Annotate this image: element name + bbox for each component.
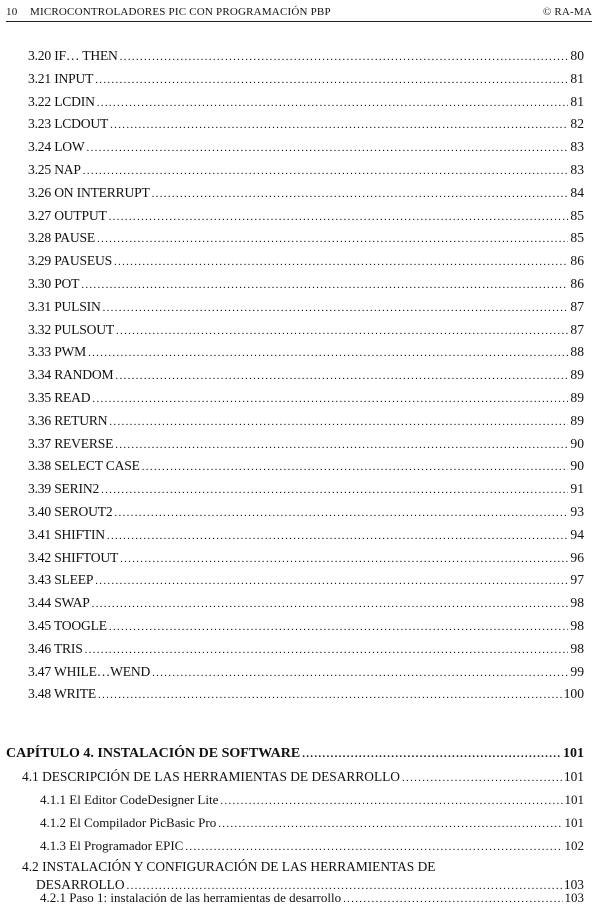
toc-entry-label: 3.47 WHILE…WEND	[28, 663, 151, 679]
toc-section-4-1[interactable]	[22, 769, 584, 785]
leader-dots	[103, 302, 569, 314]
leader-dots	[85, 644, 569, 656]
page-number: 10	[6, 6, 18, 18]
toc-entry-page: 90	[570, 435, 584, 451]
leader-dots	[114, 256, 568, 268]
toc-entry-page: 91	[570, 481, 584, 497]
leader-dots	[87, 142, 569, 154]
leader-dots	[88, 347, 568, 359]
toc-entry-label: 3.29 PAUSEUS	[28, 253, 112, 269]
toc-entry-page: 98	[570, 618, 584, 633]
toc-entry-label: 3.23 LCDOUT	[28, 116, 109, 132]
toc-entry-label: 3.32 PULSOUT	[28, 321, 114, 337]
toc-entry-label: 3.31 PULSIN	[28, 298, 101, 314]
toc-entry[interactable]	[28, 550, 584, 566]
toc-entry-page: 89	[570, 390, 584, 405]
toc-entry-page: 80	[570, 48, 584, 63]
toc-entry-label: 4.2 INSTALACIÓN Y CONFIGURACIÓN DE LAS HERRAMIENTAS DE	[22, 859, 436, 874]
leader-dots	[95, 575, 568, 587]
toc-entry[interactable]	[28, 390, 584, 406]
toc-entry-label: 3.48 WRITE	[28, 686, 96, 702]
toc-entry-label: 3.39 SERIN2	[28, 481, 100, 497]
toc-entry-page: 103	[563, 877, 584, 892]
toc-entry-page: 101	[564, 792, 584, 807]
toc-entry-label: 3.37 REVERSE	[28, 435, 114, 451]
leader-dots	[218, 818, 562, 830]
toc-entry[interactable]	[28, 527, 584, 543]
toc-entry[interactable]	[28, 208, 584, 224]
leader-dots	[220, 795, 562, 807]
toc-entry-label: 4.2.1 Paso 1: instalación de las herramientas de desarrollo	[40, 890, 342, 905]
toc-entry-page: 103	[564, 890, 584, 905]
toc-entry-label: 3.44 SWAP	[28, 595, 90, 611]
toc-entry-page: 100	[563, 686, 584, 702]
toc-entry-label: 4.1.1 El Editor CodeDesigner Lite	[40, 792, 219, 807]
toc-section-4-2[interactable]	[22, 859, 584, 894]
toc-entry[interactable]	[28, 367, 584, 383]
toc-entry-label: 4.1 DESCRIPCIÓN DE LAS HERRAMIENTAS DE DESARROLLO	[22, 769, 400, 784]
toc-entry[interactable]	[28, 618, 584, 634]
leader-dots	[120, 553, 568, 565]
toc-entry-page: 83	[570, 162, 584, 177]
toc-entry-page: 85	[570, 230, 584, 246]
toc-entry-label: 3.40 SEROUT2	[28, 504, 113, 519]
leader-dots	[116, 325, 568, 337]
toc-entry-page: 87	[570, 321, 584, 337]
toc-chapter-4[interactable]	[6, 746, 584, 762]
toc-entry[interactable]	[28, 686, 584, 702]
toc-entry-label: CAPÍTULO 4. INSTALACIÓN DE SOFTWARE	[6, 746, 301, 761]
toc-entry[interactable]	[28, 458, 584, 474]
toc-entry-page: 85	[570, 207, 584, 223]
leader-dots	[101, 484, 568, 496]
toc-entry[interactable]	[28, 413, 584, 429]
toc-entry-page: 102	[564, 838, 584, 853]
toc-entry-page: 81	[570, 93, 584, 109]
leader-dots	[92, 598, 569, 610]
toc-entry-page: 101	[564, 815, 584, 830]
toc-entry-label: 4.1.3 El Programador EPIC	[40, 838, 184, 853]
toc-entry-page: 82	[570, 116, 584, 132]
toc-entry[interactable]	[28, 71, 584, 87]
leader-dots	[110, 119, 568, 131]
toc-entry-page: 90	[570, 458, 584, 474]
leader-dots	[115, 439, 568, 451]
leader-dots	[107, 530, 569, 542]
publisher-mark: © RA-MA	[542, 6, 592, 18]
leader-dots	[83, 165, 569, 177]
toc-entry-page: 86	[570, 253, 584, 269]
toc-entry[interactable]	[28, 94, 584, 110]
toc-entry-label: 3.24 LOW	[28, 139, 85, 155]
leader-dots	[402, 772, 562, 784]
toc-entry[interactable]	[28, 504, 584, 520]
toc-entry-label: 3.21 INPUT	[28, 70, 94, 86]
toc-entry[interactable]	[28, 299, 584, 315]
toc-entry-page: 101	[563, 746, 584, 761]
toc-entry[interactable]	[28, 185, 584, 201]
toc-entry-page: 99	[570, 663, 584, 679]
toc-entry-page: 84	[570, 184, 584, 200]
toc-entry-label-continued: DESARROLLO	[36, 877, 125, 892]
toc-entry-label: 3.35 READ	[28, 390, 91, 405]
leader-dots	[302, 748, 561, 760]
toc-entry-label: 3.38 SELECT CASE	[28, 458, 140, 474]
toc-entry[interactable]	[28, 595, 584, 611]
leader-dots	[120, 51, 569, 63]
toc-entry-label: 3.22 LCDIN	[28, 93, 95, 109]
leader-dots	[81, 279, 568, 291]
toc-entry[interactable]	[28, 162, 584, 178]
toc-subsection[interactable]	[40, 890, 584, 906]
toc-entry[interactable]	[28, 344, 584, 360]
toc-subsection[interactable]	[40, 838, 584, 854]
toc-entry[interactable]	[28, 641, 584, 657]
leader-dots	[95, 74, 568, 86]
leader-dots	[109, 621, 569, 633]
book-title: MICROCONTROLADORES PIC CON PROGRAMACIÓN PBP	[30, 6, 331, 18]
toc-entry-page: 87	[570, 298, 584, 314]
toc-entry-page: 98	[570, 640, 584, 656]
toc-entry-label: 3.43 SLEEP	[28, 572, 94, 588]
toc-entry[interactable]	[28, 322, 584, 338]
toc-entry[interactable]	[28, 436, 584, 452]
toc-subsection[interactable]	[40, 792, 584, 808]
toc-entry[interactable]	[28, 664, 584, 680]
toc-entry-page: 93	[570, 504, 584, 519]
toc-entry-label: 3.46 TRIS	[28, 640, 83, 656]
leader-dots	[97, 97, 569, 109]
toc-entry-label: 3.27 OUTPUT	[28, 207, 107, 223]
toc-entry-label: 3.36 RETURN	[28, 412, 108, 428]
toc-entry-label: 3.30 POT	[28, 276, 80, 291]
toc-entry[interactable]	[28, 572, 584, 588]
leader-dots	[109, 416, 568, 428]
toc-entry[interactable]	[28, 48, 584, 64]
leader-dots	[152, 188, 569, 200]
toc-entry-label: 3.41 SHIFTIN	[28, 526, 105, 542]
toc-entry[interactable]	[28, 139, 584, 155]
leader-dots	[98, 689, 562, 701]
toc-entry-label: 3.42 SHIFTOUT	[28, 549, 119, 565]
toc-entry-label: 4.1.2 El Compilador PicBasic Pro	[40, 815, 217, 830]
toc-entry-page: 81	[570, 70, 584, 86]
toc-entry-label: 3.20 IF… THEN	[28, 48, 118, 63]
running-head	[6, 5, 592, 22]
toc-entry-page: 97	[570, 572, 584, 588]
toc-entry-label: 3.26 ON INTERRUPT	[28, 184, 150, 200]
toc-entry[interactable]	[28, 116, 584, 132]
leader-dots	[92, 393, 568, 405]
toc-entry-label: 3.25 NAP	[28, 162, 81, 177]
toc-entry-page: 101	[563, 769, 584, 784]
leader-dots	[109, 211, 569, 223]
toc-entry-label: 3.45 TOOGLE	[28, 618, 107, 633]
leader-dots	[185, 841, 562, 853]
toc-entry-label: 3.28 PAUSE	[28, 230, 95, 246]
toc-entry[interactable]	[28, 276, 584, 292]
toc-entry[interactable]	[28, 230, 584, 246]
toc-entry-page: 94	[570, 526, 584, 542]
toc-entry-page: 98	[570, 595, 584, 611]
toc-entry[interactable]	[28, 481, 584, 497]
leader-dots	[97, 233, 568, 245]
toc-entry-page: 83	[570, 139, 584, 155]
toc-entry-page: 89	[570, 412, 584, 428]
toc-entry-label: 3.33 PWM	[28, 344, 87, 360]
toc-entry-page: 88	[570, 344, 584, 360]
leader-dots	[142, 461, 569, 473]
leader-dots	[115, 370, 568, 382]
leader-dots	[343, 893, 562, 905]
leader-dots	[114, 507, 568, 519]
toc-entry[interactable]	[28, 253, 584, 269]
toc-entry-page: 86	[570, 276, 584, 291]
toc-entry-page: 89	[570, 367, 584, 383]
leader-dots	[152, 667, 568, 679]
toc-entry-label: 3.34 RANDOM	[28, 367, 114, 383]
toc-entry-page: 96	[570, 549, 584, 565]
toc-subsection[interactable]	[40, 815, 584, 831]
